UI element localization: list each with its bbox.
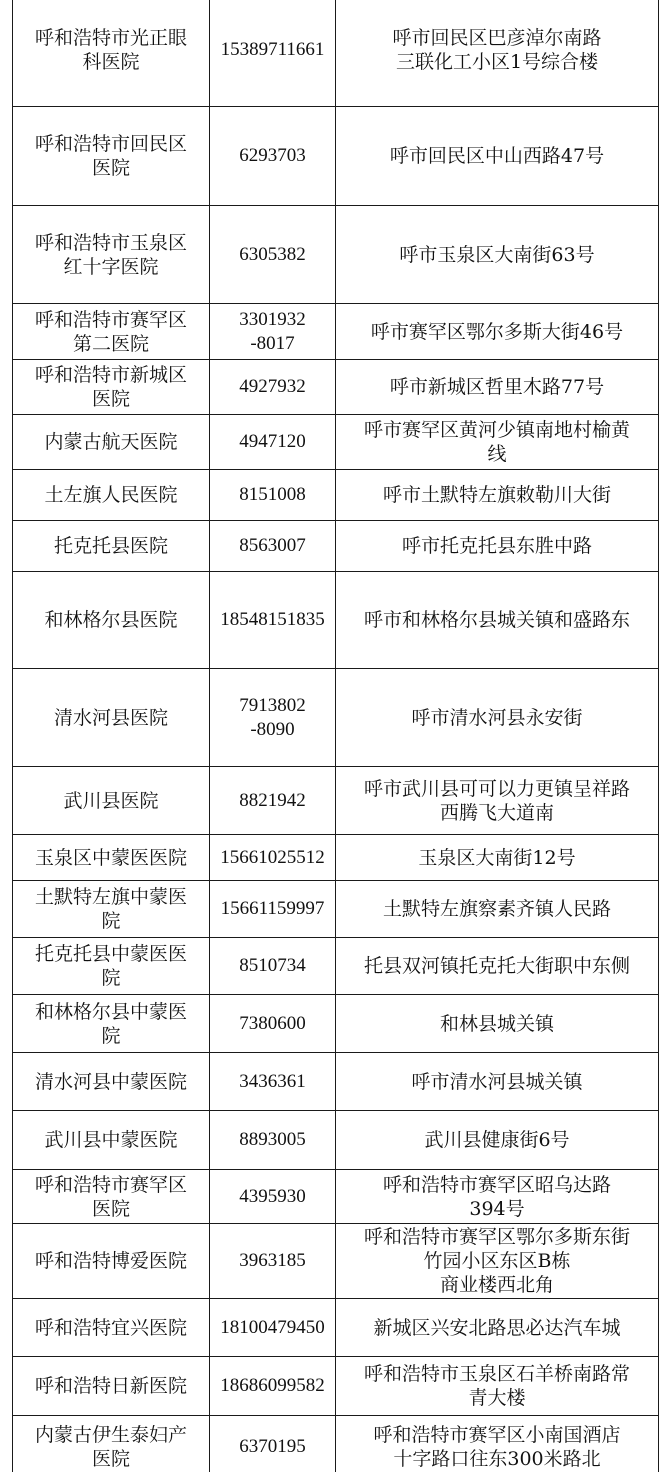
phone-cell	[210, 835, 336, 881]
phone-line: 7380600	[239, 1012, 306, 1034]
hospital-name-line: 呼和浩特市回民区	[34, 133, 187, 155]
address-line: 呼市新城区哲里木路77号	[389, 376, 605, 398]
hospital-name-line: 医院	[91, 1447, 130, 1470]
address-cell	[336, 995, 659, 1053]
table-row	[13, 835, 659, 881]
phone-line: 6305382	[239, 243, 306, 265]
table-row	[13, 1357, 659, 1416]
address-line: 呼和浩特市赛罕区昭乌达路	[382, 1173, 611, 1196]
hospital-name-line: 呼和浩特博爱医院	[34, 1250, 187, 1272]
hospital-name-cell	[13, 767, 210, 835]
hospital-name-line: 土左旗人民医院	[44, 484, 178, 506]
hospital-name-line: 院	[101, 910, 121, 932]
address-cell	[336, 206, 659, 304]
hospital-table	[12, 0, 659, 1472]
table-row	[13, 360, 659, 415]
hospital-name-cell	[13, 304, 210, 360]
address-cell	[336, 938, 659, 995]
hospital-name-line: 土默特左旗中蒙医	[34, 886, 187, 908]
hospital-name-cell	[13, 0, 210, 107]
hospital-name-cell	[13, 881, 210, 938]
hospital-name-cell	[13, 360, 210, 415]
hospital-name-cell	[13, 1111, 210, 1170]
phone-line: 4395930	[239, 1185, 306, 1207]
phone-cell	[210, 360, 336, 415]
phone-cell	[210, 470, 336, 521]
hospital-name-line: 院	[101, 1024, 121, 1047]
table-row	[13, 206, 659, 304]
phone-line: 7913802	[239, 694, 306, 716]
table-row	[13, 1299, 659, 1357]
address-cell	[336, 1053, 659, 1111]
phone-line: 18548151835	[220, 609, 325, 630]
address-line: 十字路口往东300米路北	[393, 1447, 601, 1470]
phone-line: 15389711661	[220, 38, 325, 60]
phone-cell	[210, 1299, 336, 1357]
table-row	[13, 995, 659, 1053]
address-cell	[336, 669, 659, 767]
table-row	[13, 521, 659, 572]
hospital-name-cell	[13, 572, 210, 669]
phone-cell	[210, 1416, 336, 1472]
phone-line: 4927932	[239, 376, 306, 397]
hospital-name-cell	[13, 938, 210, 995]
address-line: 呼市清水河县城关镇	[411, 1070, 583, 1093]
hospital-name-line: 呼和浩特日新医院	[34, 1375, 187, 1397]
hospital-name-line: 清水河县医院	[53, 706, 168, 729]
hospital-name-cell	[13, 107, 210, 206]
phone-line: -8090	[250, 718, 295, 740]
phone-line: -8017	[250, 332, 295, 354]
hospital-name-line: 内蒙古航天医院	[44, 431, 178, 453]
phone-cell	[210, 1357, 336, 1416]
address-cell	[336, 881, 659, 938]
address-cell	[336, 415, 659, 470]
table-row	[13, 0, 659, 107]
phone-cell	[210, 572, 336, 669]
address-line: 呼市回民区中山西路47号	[389, 145, 605, 167]
hospital-name-line: 医院	[91, 1197, 130, 1220]
address-line: 呼市赛罕区鄂尔多斯大街46号	[370, 320, 624, 343]
hospital-name-line: 呼和浩特市光正眼	[34, 26, 187, 49]
hospital-name-cell	[13, 1357, 210, 1416]
hospital-name-cell	[13, 835, 210, 881]
address-line: 土默特左旗察素齐镇人民路	[382, 898, 611, 920]
address-line: 西腾飞大道南	[439, 801, 554, 824]
hospital-name-line: 玉泉区中蒙医医院	[34, 846, 187, 869]
table-row	[13, 1053, 659, 1111]
table-row	[13, 415, 659, 470]
hospital-name-line: 和林格尔县中蒙医	[34, 1000, 187, 1023]
address-line: 呼市回民区巴彦淖尔南路	[392, 26, 602, 49]
phone-cell	[210, 1224, 336, 1299]
hospital-name-cell	[13, 1299, 210, 1357]
address-line: 394号	[469, 1197, 525, 1220]
address-line: 呼市赛罕区黄河少镇南地村榆黄	[363, 419, 630, 441]
hospital-name-cell	[13, 521, 210, 572]
phone-line: 4947120	[239, 431, 306, 452]
phone-cell	[210, 521, 336, 572]
address-cell	[336, 360, 659, 415]
address-line: 商业楼西北角	[439, 1274, 554, 1296]
phone-line: 8821942	[239, 789, 306, 811]
hospital-name-line: 科医院	[82, 50, 140, 73]
phone-line: 15661025512	[220, 846, 325, 868]
table-row	[13, 669, 659, 767]
hospital-name-line: 医院	[91, 157, 130, 179]
table-row	[13, 304, 659, 360]
table-row	[13, 107, 659, 206]
phone-cell	[210, 881, 336, 938]
phone-line: 18100479450	[220, 1316, 325, 1338]
table-row	[13, 1170, 659, 1224]
address-line: 新城区兴安北路思必达汽车城	[373, 1316, 621, 1339]
hospital-name-cell	[13, 669, 210, 767]
address-line: 线	[487, 443, 507, 465]
table-row	[13, 767, 659, 835]
address-cell	[336, 521, 659, 572]
address-cell	[336, 1224, 659, 1299]
table-row	[13, 881, 659, 938]
phone-line: 6370195	[239, 1435, 306, 1457]
phone-line: 3963185	[239, 1250, 306, 1271]
address-cell	[336, 304, 659, 360]
phone-cell	[210, 1111, 336, 1170]
address-cell	[336, 107, 659, 206]
address-cell	[336, 1357, 659, 1416]
hospital-name-line: 红十字医院	[63, 255, 159, 278]
address-cell	[336, 0, 659, 107]
table-row	[13, 1111, 659, 1170]
address-line: 呼市和林格尔县城关镇和盛路东	[363, 609, 630, 631]
phone-cell	[210, 304, 336, 360]
table-row	[13, 572, 659, 669]
hospital-name-line: 内蒙古伊生泰妇产	[34, 1423, 187, 1446]
phone-cell	[210, 206, 336, 304]
address-cell	[336, 1416, 659, 1472]
phone-cell	[210, 107, 336, 206]
hospital-name-cell	[13, 995, 210, 1053]
address-cell	[336, 767, 659, 835]
hospital-table-body	[13, 0, 659, 1472]
address-cell	[336, 572, 659, 669]
address-line: 呼和浩特市赛罕区鄂尔多斯东街	[363, 1226, 630, 1248]
address-cell	[336, 1299, 659, 1357]
address-cell	[336, 835, 659, 881]
hospital-name-line: 医院	[91, 388, 130, 410]
hospital-name-line: 托克托县医院	[53, 535, 168, 557]
phone-line: 8510734	[239, 955, 306, 976]
hospital-name-line: 呼和浩特市赛罕区	[34, 1173, 187, 1196]
table-row	[13, 1224, 659, 1299]
hospital-name-line: 武川县医院	[63, 789, 159, 812]
address-line: 呼市土默特左旗敕勒川大街	[382, 484, 611, 506]
hospital-name-cell	[13, 1416, 210, 1472]
phone-line: 6293703	[239, 145, 306, 166]
phone-line: 8151008	[239, 484, 306, 505]
address-line: 呼市玉泉区大南街63号	[399, 243, 595, 266]
address-line: 呼和浩特市玉泉区石羊桥南路常	[363, 1363, 630, 1385]
address-line: 武川县健康街6号	[424, 1129, 570, 1151]
hospital-name-cell	[13, 470, 210, 521]
hospital-name-line: 呼和浩特宜兴医院	[34, 1316, 187, 1339]
hospital-name-cell	[13, 1224, 210, 1299]
phone-cell	[210, 0, 336, 107]
hospital-name-line: 托克托县中蒙医医	[34, 943, 187, 965]
phone-cell	[210, 995, 336, 1053]
phone-cell	[210, 669, 336, 767]
address-line: 竹园小区东区B栋	[423, 1250, 571, 1272]
hospital-name-line: 武川县中蒙医院	[44, 1129, 178, 1151]
hospital-name-line: 清水河县中蒙医院	[34, 1070, 187, 1093]
address-line: 呼市托克托县东胜中路	[401, 535, 592, 557]
phone-cell	[210, 767, 336, 835]
hospital-name-line: 院	[101, 967, 121, 989]
hospital-name-cell	[13, 1170, 210, 1224]
hospital-name-line: 呼和浩特市玉泉区	[34, 231, 187, 254]
phone-cell	[210, 415, 336, 470]
hospital-name-cell	[13, 206, 210, 304]
hospital-name-line: 第二医院	[72, 332, 149, 355]
phone-line: 3301932	[239, 308, 306, 330]
address-cell	[336, 1111, 659, 1170]
address-line: 呼市清水河县永安街	[411, 706, 583, 729]
address-line: 和林县城关镇	[439, 1012, 554, 1035]
address-line: 托县双河镇托克托大街职中东侧	[363, 955, 630, 977]
hospital-name-line: 和林格尔县医院	[44, 609, 178, 631]
hospital-name-line: 呼和浩特市新城区	[34, 364, 187, 386]
phone-line: 3436361	[239, 1070, 306, 1092]
address-line: 呼和浩特市赛罕区小南国酒店	[373, 1423, 621, 1446]
phone-line: 18686099582	[220, 1375, 325, 1396]
table-row	[13, 1416, 659, 1472]
address-line: 玉泉区大南街12号	[418, 846, 576, 869]
address-cell	[336, 470, 659, 521]
table-row	[13, 470, 659, 521]
phone-cell	[210, 938, 336, 995]
address-line: 呼市武川县可可以力更镇呈祥路	[363, 777, 630, 800]
phone-line: 8563007	[239, 535, 306, 556]
phone-cell	[210, 1053, 336, 1111]
address-line: 三联化工小区1号综合楼	[395, 50, 599, 73]
hospital-name-cell	[13, 1053, 210, 1111]
table-row	[13, 938, 659, 995]
phone-line: 15661159997	[220, 898, 325, 919]
phone-line: 8893005	[239, 1129, 306, 1150]
address-line: 青大楼	[468, 1387, 526, 1409]
phone-cell	[210, 1170, 336, 1224]
hospital-name-cell	[13, 415, 210, 470]
address-cell	[336, 1170, 659, 1224]
hospital-name-line: 呼和浩特市赛罕区	[34, 308, 187, 331]
